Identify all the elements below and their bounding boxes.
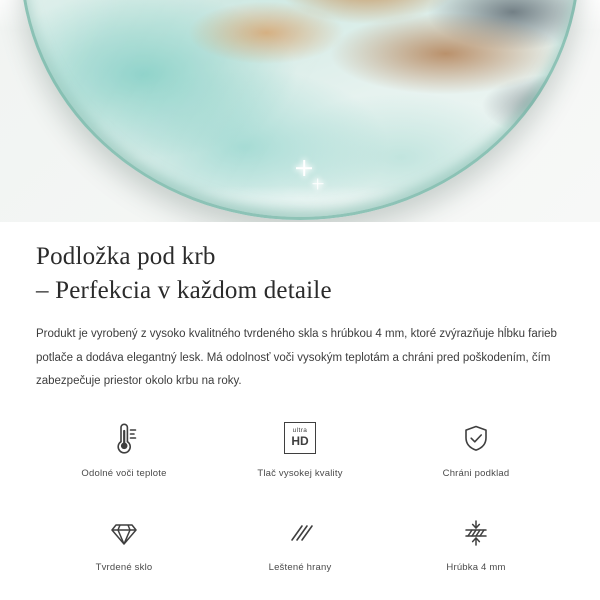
ultra-hd-badge-bottom: HD — [291, 434, 309, 449]
feature-grid — [36, 416, 564, 598]
page-title — [36, 240, 564, 307]
headline-line-1: Podložka pod krb — [36, 243, 216, 270]
feature-item-surface-protection — [388, 416, 564, 504]
feature-item-tempered-glass — [36, 510, 212, 598]
feature-item-heat-resistant — [36, 416, 212, 504]
polished-edges-icon — [280, 510, 320, 554]
content-section — [0, 240, 600, 598]
glass-mat-surface — [20, 0, 580, 220]
feature-label: Odolné voči teplote — [81, 467, 167, 479]
feature-label: Hrúbka 4 mm — [446, 561, 506, 573]
feature-label: Chráni podklad — [442, 467, 510, 479]
feature-label: Tvrdené sklo — [95, 561, 153, 573]
feature-label: Tlač vysokej kvality — [257, 467, 343, 479]
shield-check-icon — [456, 416, 496, 460]
thermometer-icon — [104, 416, 144, 460]
feature-label: Leštené hrany — [268, 561, 332, 573]
diamond-icon — [104, 510, 144, 554]
product-description-text: Produkt je vyrobený z vysoko kvalitného tvrdeného skla s hrúbkou 4 mm, ktoré zvýrazňuje hĺbku farieb potlače a dodáva elegantný lesk. Má odolnosť voči vysokým teplotám a chráni pred poškodením, čím zabezpečuje priestor okolo krbu na roky. — [36, 328, 557, 388]
glass-mat-product — [20, 0, 580, 220]
ultra-hd-icon — [284, 416, 316, 460]
ultra-hd-badge-top: ultra — [292, 426, 308, 434]
thickness-icon — [456, 510, 496, 554]
feature-item-print-quality — [212, 416, 388, 504]
hero-image — [0, 0, 600, 222]
headline-line-2: – Perfekcia v každom detaile — [36, 276, 332, 304]
feature-item-polished-edges — [212, 510, 388, 598]
feature-item-thickness — [388, 510, 564, 598]
